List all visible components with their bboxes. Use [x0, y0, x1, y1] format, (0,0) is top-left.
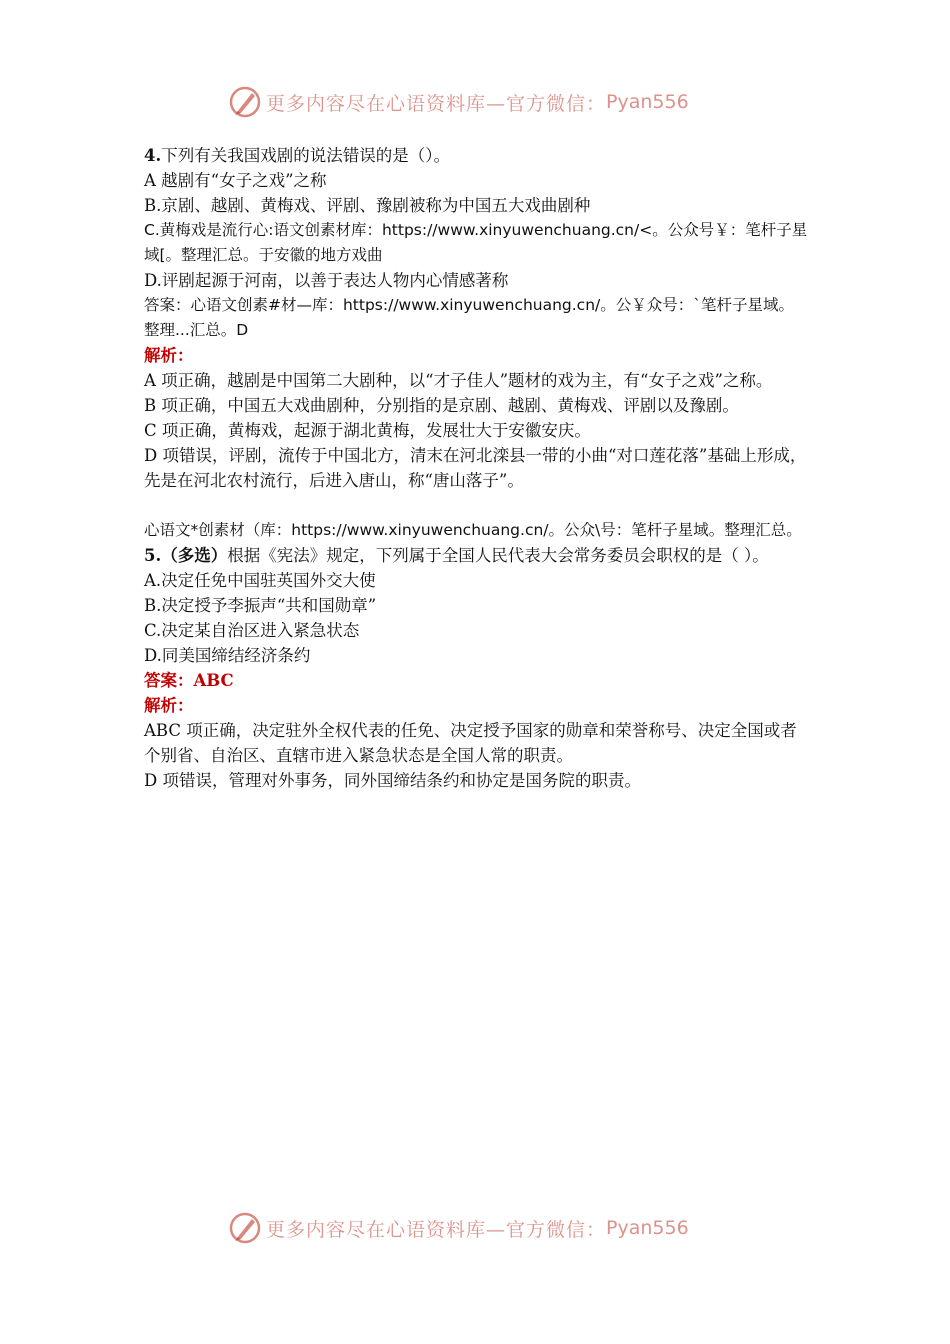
banner-text: 更多内容尽在心语资料库—官方微信：: [266, 92, 607, 115]
q5-number: 5.: [144, 546, 162, 565]
q5-option-d: D.同美国缔结经济条约: [144, 646, 311, 665]
q4-analysis-b: B 项正确，中国五大戏曲剧种，分别指的是京剧、越剧、黄梅戏、评剧以及豫剧。: [144, 396, 739, 415]
q5-analysis-d: D 项错误，管理对外事务，同外国缔结条约和协定是国务院的职责。: [144, 771, 641, 790]
q4-analysis-d: D 项错误，评剧，流传于中国北方，清末在河北滦县一带的小曲“对口莲花落”基础上形成，先是在河北农村流行，后进入唐山，称“唐山落子”。: [144, 446, 807, 490]
q4-stem: 4.下列有关我国戏剧的说法错误的是（）。: [144, 146, 450, 165]
footer-banner: [228, 1208, 748, 1248]
banner-handle: Pyan556: [606, 91, 689, 113]
q5-answer: 答案：ABC: [144, 671, 234, 690]
q4-number: 4.: [144, 146, 162, 165]
banner-handle: Pyan556: [606, 1217, 689, 1239]
q4-answer: 答案：心语文创素#材—库：https://www.xinyuwenchuang.cn/。公￥众号：`笔杆子星域。整理...汇总。D: [144, 296, 794, 339]
header-banner: [228, 82, 748, 122]
q5-option-b: B.决定授予李振声“共和国勋章”: [144, 596, 377, 615]
pen-logo-icon: [228, 1211, 262, 1245]
q4-analysis-a: A 项正确，越剧是中国第二大剧种，以“才子佳人”题材的戏为主，有“女子之戏”之称。: [144, 371, 773, 390]
q5-analysis-abc: ABC 项正确，决定驻外全权代表的任免、决定授予国家的勋章和荣誉称号、决定全国或者个别省、自治区、直辖市进入紧急状态是全国人常的职责。: [144, 721, 797, 765]
q4-option-b: B.京剧、越剧、黄梅戏、评剧、豫剧被称为中国五大戏曲剧种: [144, 196, 591, 215]
q4-option-d: D.评剧起源于河南，以善于表达人物内心情感著称: [144, 271, 509, 290]
q5-analysis-label: 解析：: [144, 696, 194, 715]
q4-analysis-c: C 项正确，黄梅戏，起源于湖北黄梅，发展壮大于安徽安庆。: [144, 421, 591, 440]
watermark-line: 心语文*创素材（库：https://www.xinyuwenchuang.cn/。公众\号：笔杆子星域。整理汇总。: [144, 521, 802, 539]
q4-option-c: C.黄梅戏是流行心:语文创素材库：https://www.xinyuwenchuang.cn/<。公众号￥：笔杆子星域[。整理汇总。于安徽的地方戏曲: [144, 221, 808, 264]
spacer: [144, 493, 808, 518]
banner-text: 更多内容尽在心语资料库—官方微信：: [266, 1218, 607, 1241]
document-body: [144, 143, 808, 793]
q5-type: （多选）: [161, 546, 228, 565]
q4-analysis-label: 解析：: [144, 346, 194, 365]
pen-logo-icon: [228, 85, 262, 119]
q4-option-a: A 越剧有“女子之戏”之称: [144, 171, 327, 190]
q5-option-a: A.决定任免中国驻英国外交大使: [144, 571, 376, 590]
q5-option-c: C.决定某自治区进入紧急状态: [144, 621, 360, 640]
q5-stem: 5.（多选）根据《宪法》规定，下列属于全国人民代表大会常务委员会职权的是（ ）。: [144, 546, 769, 565]
